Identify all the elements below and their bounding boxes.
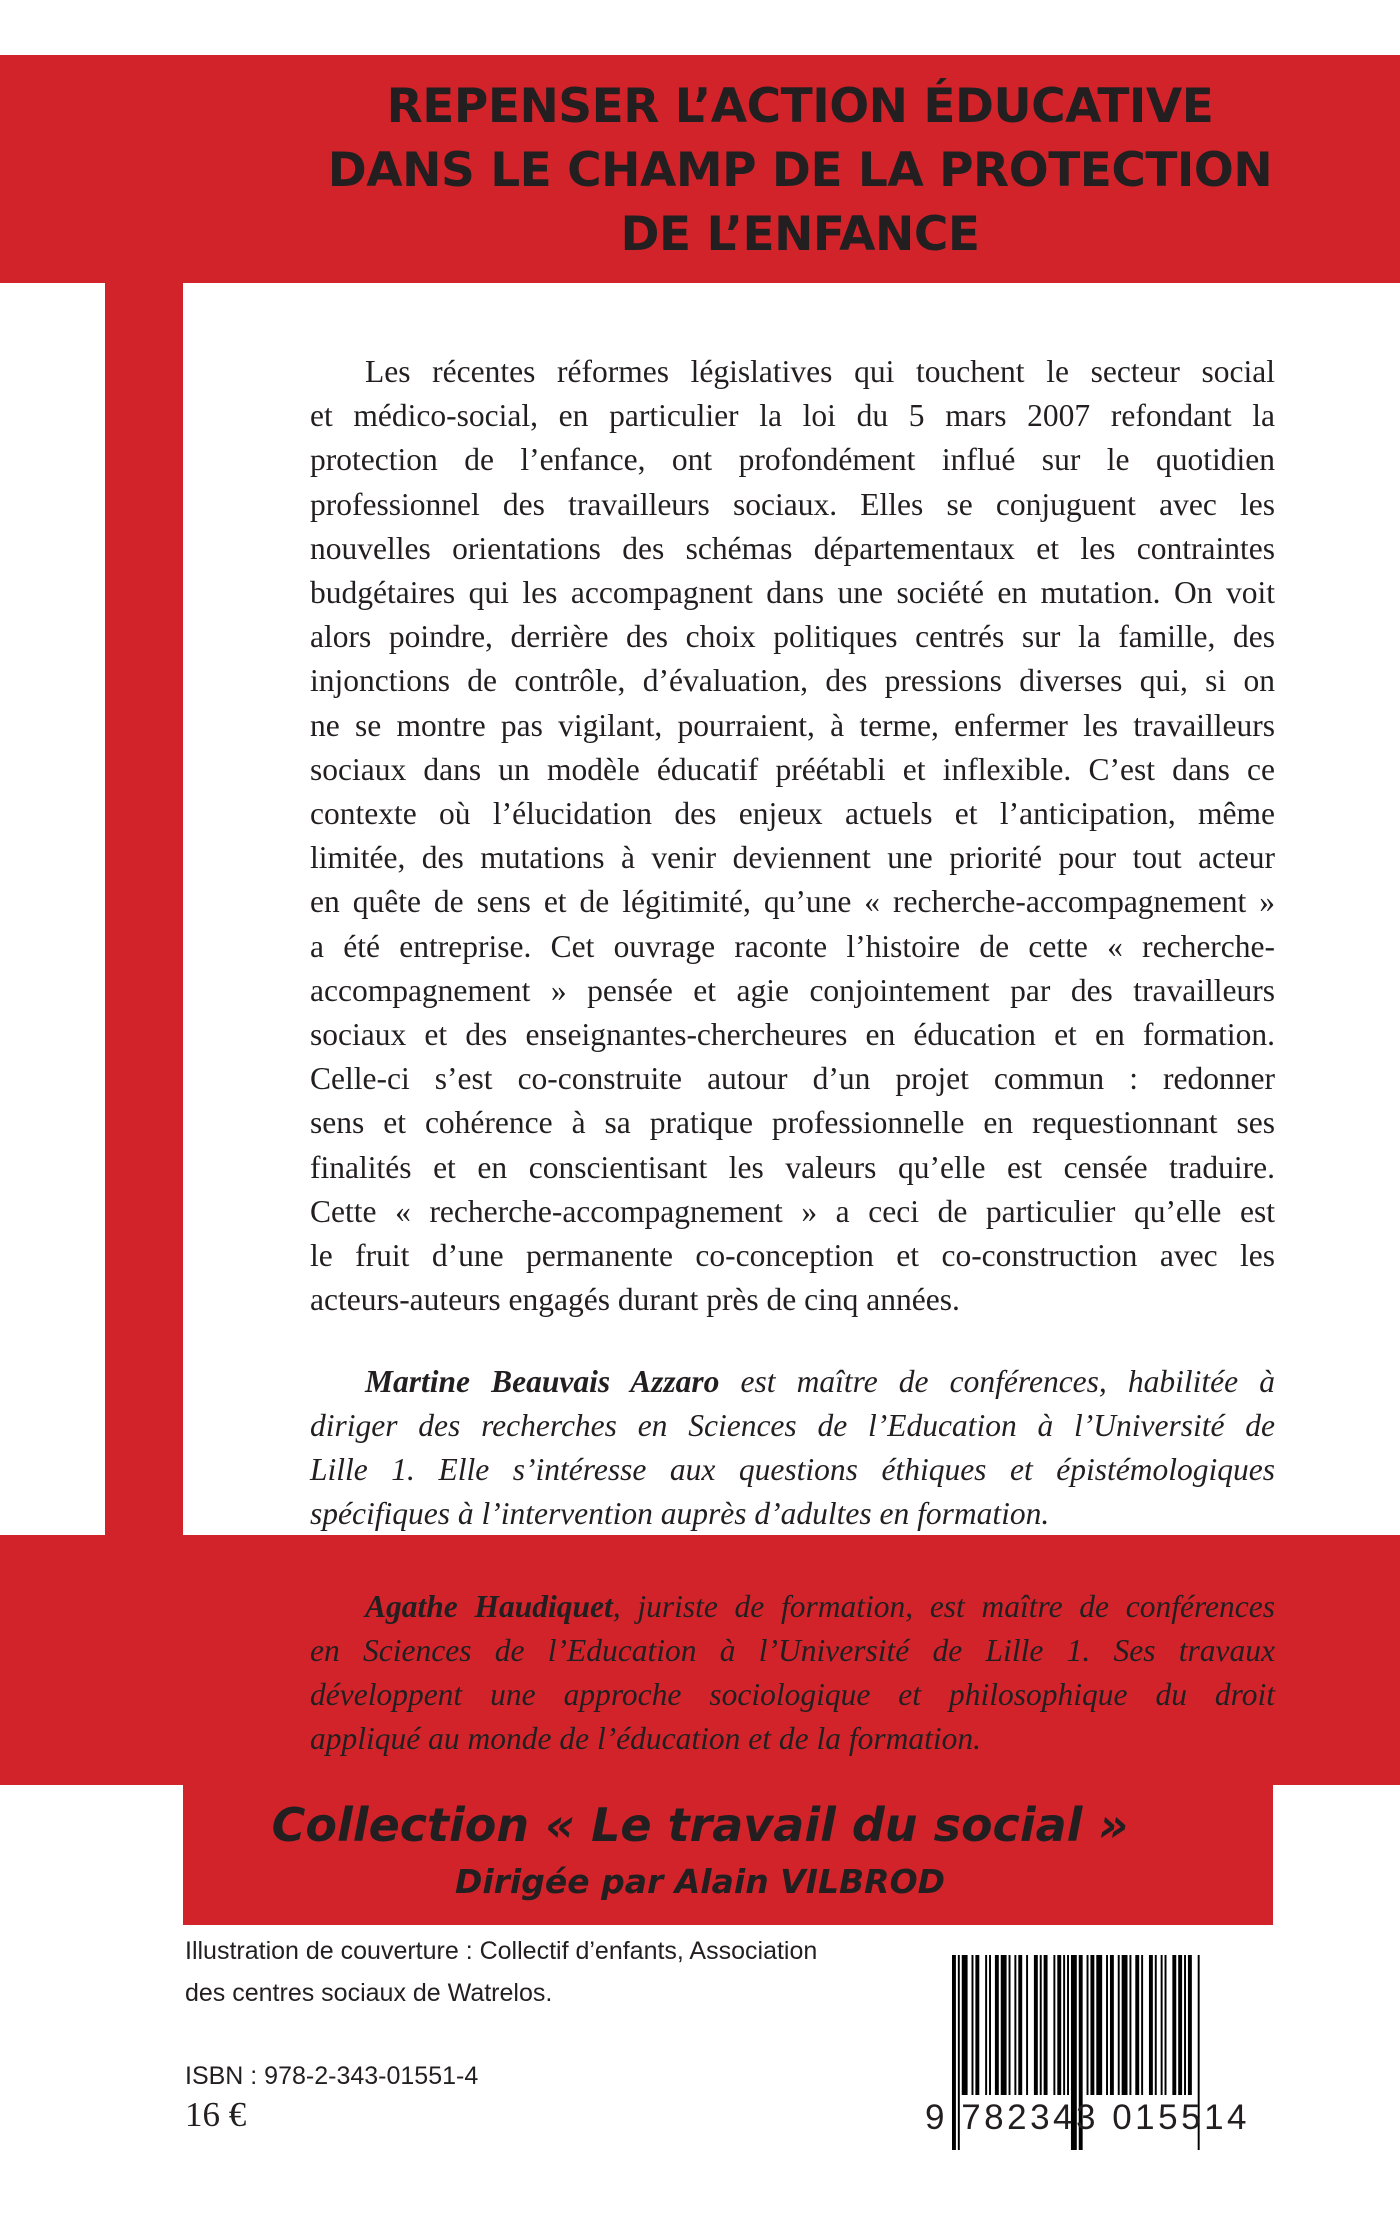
barcode-digits: 9 782343 015514 — [925, 2098, 1250, 2137]
summary-line: Cette « recherche-accompagnement » a ceci de particulier qu’elle est — [310, 1193, 1275, 1229]
barcode-bar — [1063, 1955, 1065, 2095]
barcode-bar — [1009, 1955, 1011, 2095]
barcode-bar — [1129, 1955, 1131, 2095]
author-bio-haudiquet — [310, 1585, 1275, 1761]
illustration-credit-line-2: des centres sociaux de Watrelos. — [185, 1979, 553, 2007]
bio-text: , juriste de formation, est maître de conférences — [612, 1589, 1275, 1624]
barcode-bar — [1172, 1955, 1176, 2095]
barcode-bar — [1184, 1955, 1186, 2095]
summary-line: accompagnement » pensée et agie conjointement par des travailleurs — [310, 972, 1275, 1008]
barcode-bar — [1155, 1955, 1157, 2095]
barcode-bar — [1122, 1955, 1128, 2095]
title-line-3: DE L’ENFANCE — [620, 207, 980, 262]
title-line-1: REPENSER L’ACTION ÉDUCATIVE — [386, 79, 1214, 134]
barcode-bar — [1014, 1955, 1016, 2095]
barcode-bar — [989, 1955, 991, 2095]
illustration-credit — [185, 1930, 905, 2014]
collection-director: Dirigée par Alain VILBROD — [454, 1862, 946, 1901]
summary-line: injonctions de contrôle, d’évaluation, des pressions diverses qui, si on — [310, 663, 1275, 699]
author-bio-beauvais — [310, 1360, 1275, 1536]
summary-line: sens et cohérence à sa pratique professionnelle en requestionnant ses — [310, 1105, 1275, 1141]
summary-line: limitée, des mutations à venir deviennent une priorité pour tout acteur — [310, 840, 1275, 876]
summary-line: en quête de sens et de légitimité, qu’une « recherche-accompagnement » — [310, 884, 1275, 920]
title-line-2: DANS LE CHAMP DE LA PROTECTION — [327, 143, 1273, 198]
barcode-bar — [1106, 1955, 1108, 2095]
back-cover-summary — [310, 350, 1275, 1322]
bio-line: développent une approche sociologique et philosophique du droit — [310, 1677, 1275, 1712]
summary-line: a été entreprise. Cet ouvrage raconte l’histoire de cette « recherche- — [310, 928, 1275, 964]
author-name: Agathe Haudiquet — [365, 1589, 613, 1624]
isbn: ISBN : 978-2-343-01551-4 — [185, 2062, 479, 2090]
summary-line: et médico-social, en particulier la loi du 5 mars 2007 refondant la — [310, 398, 1275, 434]
barcode-bar — [1053, 1955, 1055, 2095]
barcode-bar — [1118, 1955, 1120, 2095]
summary-line: protection de l’enfance, ont profondément influé sur le quotidien — [310, 442, 1275, 478]
barcode-bar — [1149, 1955, 1153, 2095]
barcode-bar — [1034, 1955, 1038, 2095]
bio-line: diriger des recherches en Sciences de l’Education à l’Université de — [310, 1408, 1275, 1443]
summary-line: sociaux et des enseignantes-chercheures en éducation et en formation. — [310, 1017, 1275, 1053]
author-name: Martine Beauvais Azzaro — [365, 1364, 720, 1399]
summary-line: sociaux dans un modèle éducatif préétabli et inflexible. C’est dans ce — [310, 751, 1275, 787]
summary-line: budgétaires qui les accompagnent dans une société en mutation. On voit — [310, 575, 1275, 611]
barcode-bar — [1110, 1955, 1114, 2095]
price: 16 € — [185, 2095, 247, 2134]
barcode-bar — [1161, 1955, 1163, 2095]
summary-line: acteurs-auteurs engagés durant près de cinq années. — [310, 1282, 960, 1318]
summary-line: nouvelles orientations des schémas départementaux et les contraintes — [310, 530, 1275, 566]
summary-line: contexte où l’élucidation des enjeux actuels et l’anticipation, même — [310, 796, 1275, 832]
bio-line: en Sciences de l’Education à l’Université de Lille 1. Ses travaux — [310, 1633, 1275, 1668]
barcode-bar — [1026, 1955, 1028, 2095]
barcode-bar — [1018, 1955, 1022, 2095]
barcode-bar — [972, 1955, 974, 2095]
barcode-bar — [1188, 1955, 1192, 2095]
bio-line: Lille 1. Elle s’intéresse aux questions éthiques et épistémologiques — [310, 1452, 1275, 1487]
summary-line: ne se montre pas vigilant, pourraient, à terme, enfermer les travailleurs — [310, 707, 1275, 743]
left-red-bar — [105, 283, 183, 1535]
barcode-bar — [1096, 1955, 1102, 2095]
summary-line: alors poindre, derrière des choix politiques centrés sur la famille, des — [310, 619, 1275, 655]
summary-line: finalités et en conscientisant les valeurs qu’elle est censée traduire. — [310, 1149, 1275, 1185]
summary-line: professionnel des travailleurs sociaux. Elles se conjuguent avec les — [310, 486, 1275, 522]
barcode-bar — [1057, 1955, 1061, 2095]
book-title — [250, 75, 1350, 267]
barcode-bar — [1141, 1955, 1143, 2095]
barcode-bar — [985, 1955, 987, 2095]
barcode-bar — [1165, 1955, 1167, 2095]
barcode-bar — [975, 1955, 979, 2095]
bio-line: spécifiques à l’intervention auprès d’adultes en formation. — [310, 1496, 1050, 1531]
barcode-bar — [1178, 1955, 1182, 2095]
barcode-bar — [1067, 1955, 1069, 2095]
barcode-bar — [962, 1955, 968, 2095]
barcode-bar — [1040, 1955, 1042, 2095]
collection-title: Collection « Le travail du social » — [271, 1798, 1129, 1852]
barcode-bar — [1087, 1955, 1089, 2095]
bio-line: appliqué au monde de l’éducation et de la formation. — [310, 1721, 982, 1756]
illustration-credit-line-1: Illustration de couverture : Collectif d’enfants, Association — [185, 1937, 818, 1965]
barcode-bar — [1135, 1955, 1139, 2095]
bio-text: est maître de conférences, habilitée à — [719, 1364, 1276, 1399]
barcode-bar — [1001, 1955, 1007, 2095]
barcode-bar — [995, 1955, 999, 2095]
summary-line: le fruit d’une permanente co-conception et co-construction avec les — [310, 1238, 1275, 1274]
barcode-bar — [1090, 1955, 1094, 2095]
barcode-bar — [1044, 1955, 1048, 2095]
summary-line: Les récentes réformes législatives qui touchent le secteur social — [365, 354, 1275, 389]
summary-line: Celle-ci s’est co-construite autour d’un projet commun : redonner — [310, 1061, 1275, 1097]
